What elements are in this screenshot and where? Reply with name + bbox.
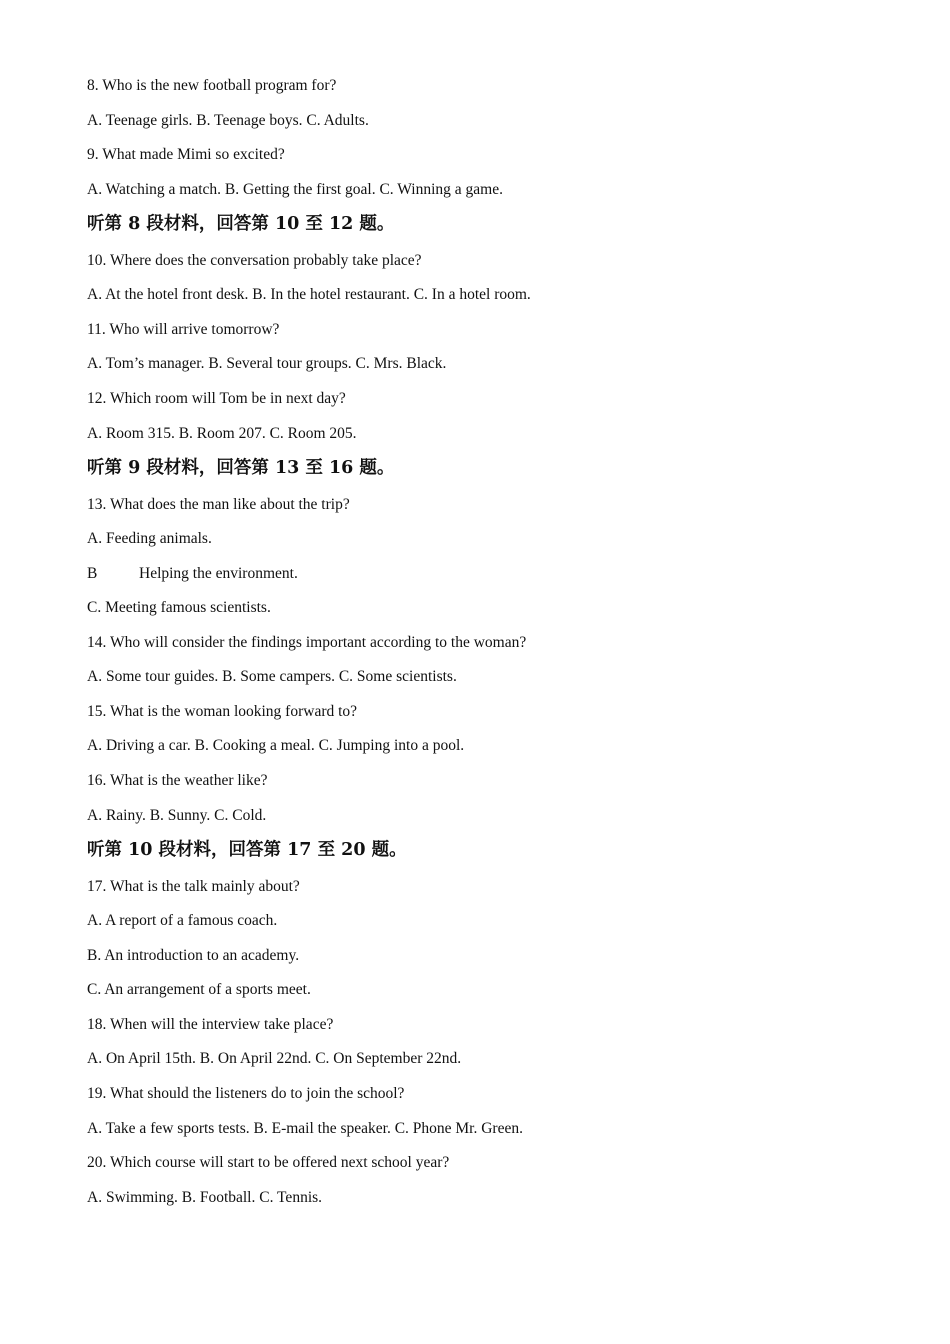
question-15-options: A. Driving a car. B. Cooking a meal. C. Jumping into a pool. <box>87 737 465 754</box>
question-13-option-a: A. Feeding animals. <box>87 530 212 547</box>
question-19: 19. What should the listeners do to join the school? <box>87 1085 405 1102</box>
question-20: 20. Which course will start to be offered next school year? <box>87 1154 450 1171</box>
question-13-option-b <box>87 564 298 584</box>
question-8: 8. Who is the new football program for? <box>87 77 337 94</box>
question-11-options: A. Tom’s manager. B. Several tour groups. C. Mrs. Black. <box>87 355 447 372</box>
section-heading-10: 听第 10 段材料，回答第 17 至 20 题。 <box>87 840 407 860</box>
question-14: 14. Who will consider the findings important according to the woman? <box>87 634 527 651</box>
question-18: 18. When will the interview take place? <box>87 1016 334 1033</box>
question-17-option-b: B. An introduction to an academy. <box>87 947 300 964</box>
question-20-options: A. Swimming. B. Football. C. Tennis. <box>87 1189 323 1206</box>
option-b-letter: B <box>87 565 98 582</box>
question-10: 10. Where does the conversation probably take place? <box>87 252 422 269</box>
section-heading-8: 听第 8 段材料，回答第 10 至 12 题。 <box>87 214 395 234</box>
question-17-option-c: C. An arrangement of a sports meet. <box>87 981 311 998</box>
question-18-options: A. On April 15th. B. On April 22nd. C. On September 22nd. <box>87 1050 462 1067</box>
question-17: 17. What is the talk mainly about? <box>87 878 300 895</box>
question-11: 11. Who will arrive tomorrow? <box>87 321 280 338</box>
option-b-text: Helping the environment. <box>139 565 298 582</box>
question-19-options: A. Take a few sports tests. B. E-mail the speaker. C. Phone Mr. Green. <box>87 1120 523 1137</box>
question-8-options: A. Teenage girls. B. Teenage boys. C. Adults. <box>87 112 369 129</box>
question-12-options: A. Room 315. B. Room 207. C. Room 205. <box>87 425 357 442</box>
question-16: 16. What is the weather like? <box>87 772 268 789</box>
section-heading-9: 听第 9 段材料，回答第 13 至 16 题。 <box>87 458 395 478</box>
question-15: 15. What is the woman looking forward to? <box>87 703 358 720</box>
question-13-option-c: C. Meeting famous scientists. <box>87 599 271 616</box>
question-10-options: A. At the hotel front desk. B. In the hotel restaurant. C. In a hotel room. <box>87 286 531 303</box>
question-9: 9. What made Mimi so excited? <box>87 146 285 163</box>
question-9-options: A. Watching a match. B. Getting the first goal. C. Winning a game. <box>87 181 503 198</box>
question-16-options: A. Rainy. B. Sunny. C. Cold. <box>87 807 267 824</box>
question-13: 13. What does the man like about the trip? <box>87 496 350 513</box>
question-12: 12. Which room will Tom be in next day? <box>87 390 346 407</box>
question-17-option-a: A. A report of a famous coach. <box>87 912 278 929</box>
question-14-options: A. Some tour guides. B. Some campers. C. Some scientists. <box>87 668 457 685</box>
